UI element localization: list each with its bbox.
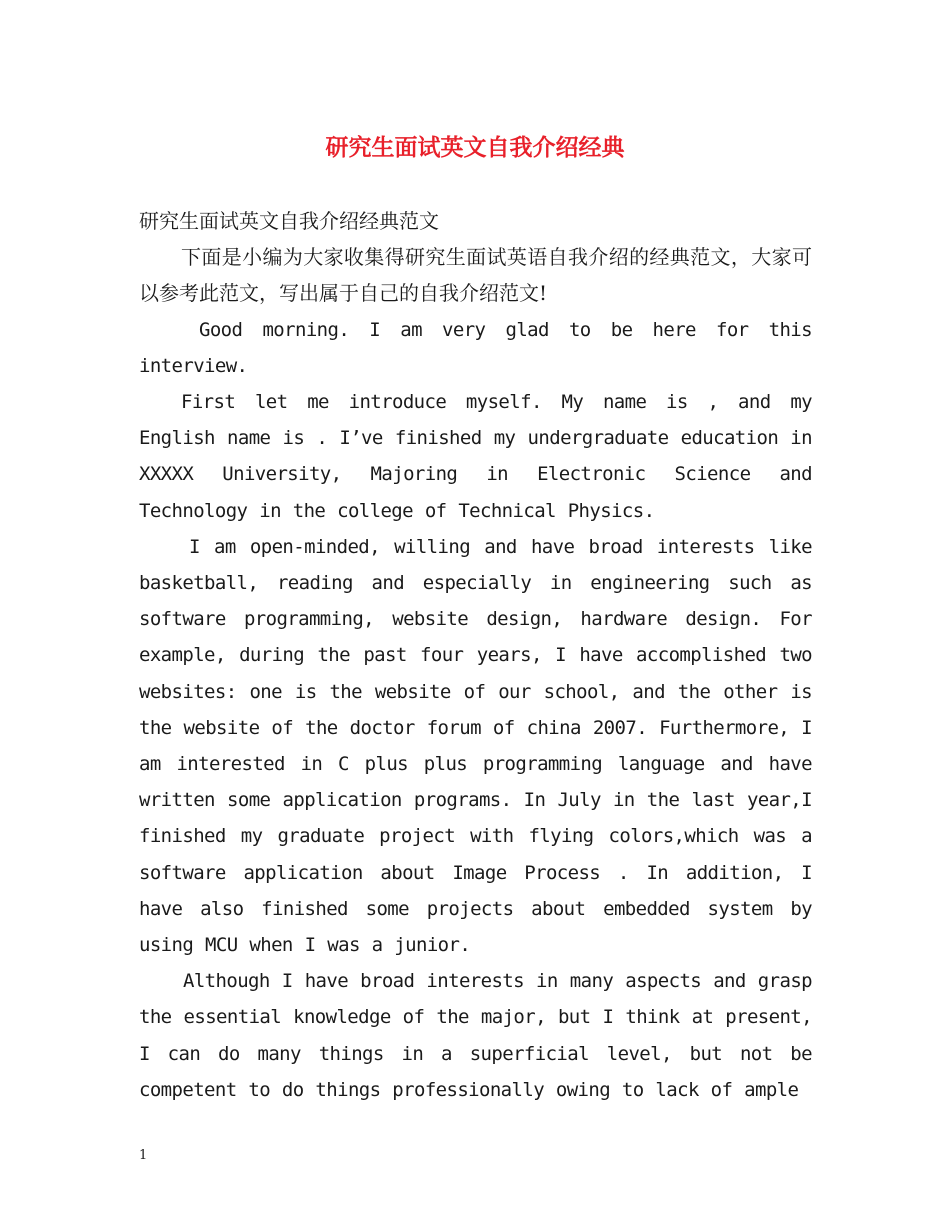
paragraph-greeting: Good morning. I am very glad to be here for this interview. <box>139 318 812 377</box>
paragraph-interests: I am open-minded, willing and have broad interests like basketball, reading and especially in engineering such as software programming, website design, hardware design. For example, during the past four years, I have accomplished two websites: one is the website of our school, and the other is the website of the doctor forum of china 2007. Furthermore, I am interested in C plus plus programming language and have written some application programs. In July in the last year,I finished my graduate project with flying colors,which was a software application about Image Process . In addition, I have also finished some projects about embedded system by using MCU when I was a junior. <box>139 535 812 957</box>
document-body <box>139 203 812 1108</box>
paragraph-introduction: First let me introduce myself. My name is , and my English name is . I’ve finished my undergraduate education in XXXXX University, Majoring in Electronic Science and Technology in the college of Technical Physics. <box>139 391 812 522</box>
paragraph-self-assessment: Although I have broad interests in many aspects and grasp the essential knowledge of the major, but I think at present, I can do many things in a superficial level, but not be competent to do things professionally owing to lack of ample <box>139 970 812 1101</box>
document-subtitle: 研究生面试英文自我介绍经典范文 <box>139 209 439 233</box>
document-title: 研究生面试英文自我介绍经典 <box>325 134 625 161</box>
page-number: 1 <box>139 1148 148 1163</box>
intro-paragraph: 下面是小编为大家收集得研究生面试英语自我介绍的经典范文，大家可以参考此范文，写出属于自己的自我介绍范文! <box>139 245 812 306</box>
